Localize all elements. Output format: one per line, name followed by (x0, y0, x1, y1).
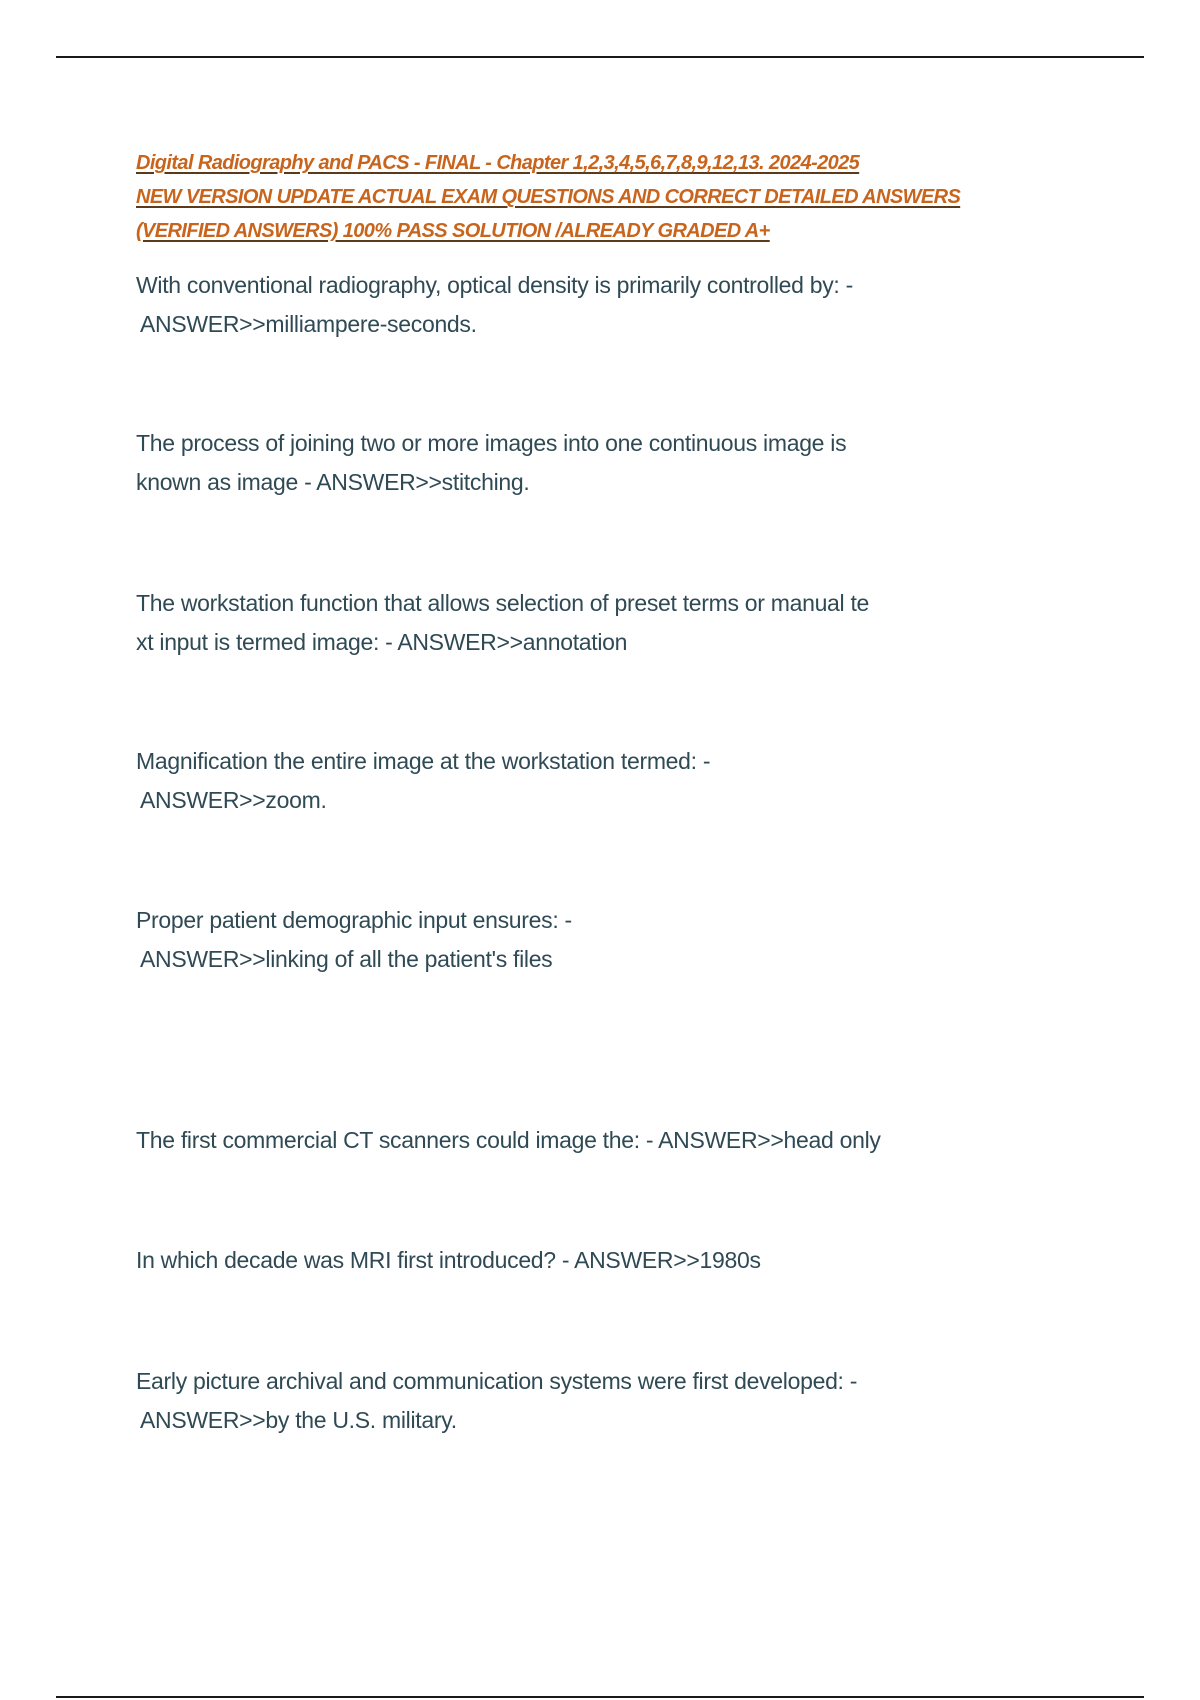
bottom-divider (56, 1696, 1144, 1698)
question-text: Proper patient demographic input ensures: - (136, 907, 572, 933)
qa-item-3 (136, 584, 1016, 662)
answer-text: ANSWER>>linking of all the patient's files (140, 946, 553, 972)
question-text: The workstation function that allows selection of preset terms or manual te (136, 590, 870, 616)
title-line-1: Digital Radiography and PACS - FINAL - Chapter 1,2,3,4,5,6,7,8,9,12,13. 2024-2025 (136, 152, 860, 174)
answer-text: ANSWER>>by the U.S. military. (140, 1407, 457, 1433)
qa-item-5 (136, 901, 1016, 979)
answer-text: ANSWER>>milliampere-seconds. (140, 311, 477, 337)
qa-item-7 (136, 1241, 1016, 1280)
qa-item-4 (136, 742, 1016, 820)
question-text: Magnification the entire image at the workstation termed: - (136, 748, 711, 774)
title-line-3: (VERIFIED ANSWERS) 100% PASS SOLUTION /ALREADY GRADED A+ (136, 220, 770, 242)
question-text: Early picture archival and communication systems were first developed: - (136, 1368, 858, 1394)
question-text: The first commercial CT scanners could image the: - ANSWER>>head only (136, 1127, 881, 1153)
title-line-2: NEW VERSION UPDATE ACTUAL EXAM QUESTIONS AND CORRECT DETAILED ANSWERS (136, 186, 961, 208)
answer-text: known as image - ANSWER>>stitching. (136, 469, 530, 495)
qa-item-8 (136, 1362, 1016, 1440)
question-text: In which decade was MRI first introduced? - ANSWER>>1980s (136, 1247, 761, 1273)
qa-item-6 (136, 1121, 1016, 1160)
answer-text: xt input is termed image: - ANSWER>>annotation (136, 629, 628, 655)
qa-item-1 (136, 266, 1016, 344)
answer-text: ANSWER>>zoom. (140, 787, 327, 813)
question-text: The process of joining two or more images into one continuous image is (136, 430, 847, 456)
document-title (136, 146, 1036, 248)
top-divider (56, 56, 1144, 58)
question-text: With conventional radiography, optical density is primarily controlled by: - (136, 272, 853, 298)
qa-item-2 (136, 424, 1016, 502)
